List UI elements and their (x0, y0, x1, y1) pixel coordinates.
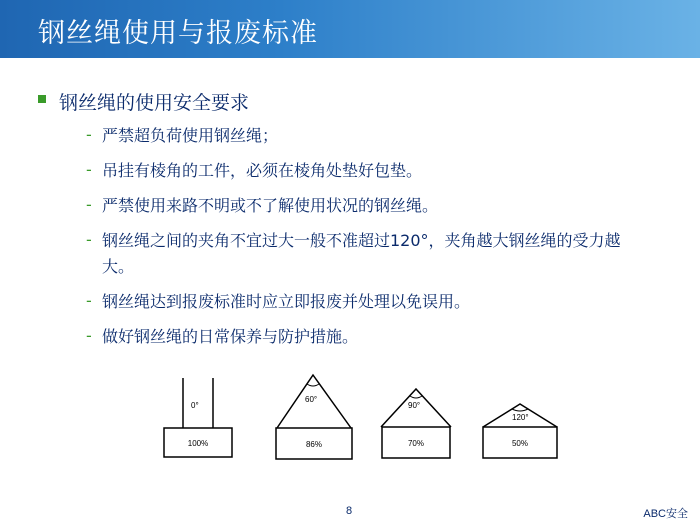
angle-arc (410, 396, 422, 398)
list-item-text: 做好钢丝绳的日常保养与防护措施。 (102, 327, 359, 346)
list-item (86, 228, 646, 280)
angle-label: 90° (408, 401, 421, 410)
sling-figure-90 (381, 389, 451, 458)
footer-brand: ABC安全 (643, 508, 688, 520)
sling-angle-diagram (0, 360, 700, 470)
list-item-text: 钢丝绳达到报废标准时应立即报废并处理以免误用。 (102, 292, 471, 311)
dash-bullet: - (86, 230, 92, 249)
list-item (86, 324, 646, 350)
list-item (86, 193, 646, 219)
sling-figure-120 (483, 404, 557, 458)
list-item (86, 123, 646, 149)
page-number: 8 (346, 505, 353, 517)
section-heading-row (38, 88, 249, 115)
dash-bullet: - (86, 160, 92, 179)
capacity-label: 86% (305, 440, 323, 449)
dash-bullet: - (86, 291, 92, 310)
angle-label: 0° (191, 401, 199, 410)
capacity-label: 70% (407, 439, 425, 448)
list-item-text: 钢丝绳之间的夹角不宜过大一般不准超过120°，夹角越大钢丝绳的受力越大。 (102, 231, 621, 276)
list-item-text: 严禁使用来路不明或不了解使用状况的钢丝绳。 (102, 196, 439, 215)
sling-figure-0 (164, 378, 232, 457)
angle-arc (307, 384, 319, 386)
sling-figure-60 (276, 375, 352, 459)
angle-label: 60° (305, 395, 318, 404)
sling-angle-svg (0, 360, 700, 470)
list-item (86, 289, 646, 315)
capacity-label: 100% (187, 439, 209, 448)
requirements-list (86, 123, 646, 359)
title-bar (0, 0, 700, 58)
angle-arc (512, 409, 528, 411)
dash-bullet: - (86, 326, 92, 345)
capacity-label: 50% (511, 439, 529, 448)
bullet-square-icon (38, 95, 46, 103)
section-heading: 钢丝绳的使用安全要求 (59, 92, 250, 114)
angle-label: 120° (512, 413, 529, 422)
list-item (86, 158, 646, 184)
list-item-text: 严禁超负荷使用钢丝绳； (102, 126, 279, 145)
list-item-text: 吊挂有棱角的工件，必须在棱角处垫好包垫。 (102, 161, 423, 180)
dash-bullet: - (86, 195, 92, 214)
page-title: 钢丝绳使用与报废标准 (38, 18, 318, 49)
dash-bullet: - (86, 125, 92, 144)
